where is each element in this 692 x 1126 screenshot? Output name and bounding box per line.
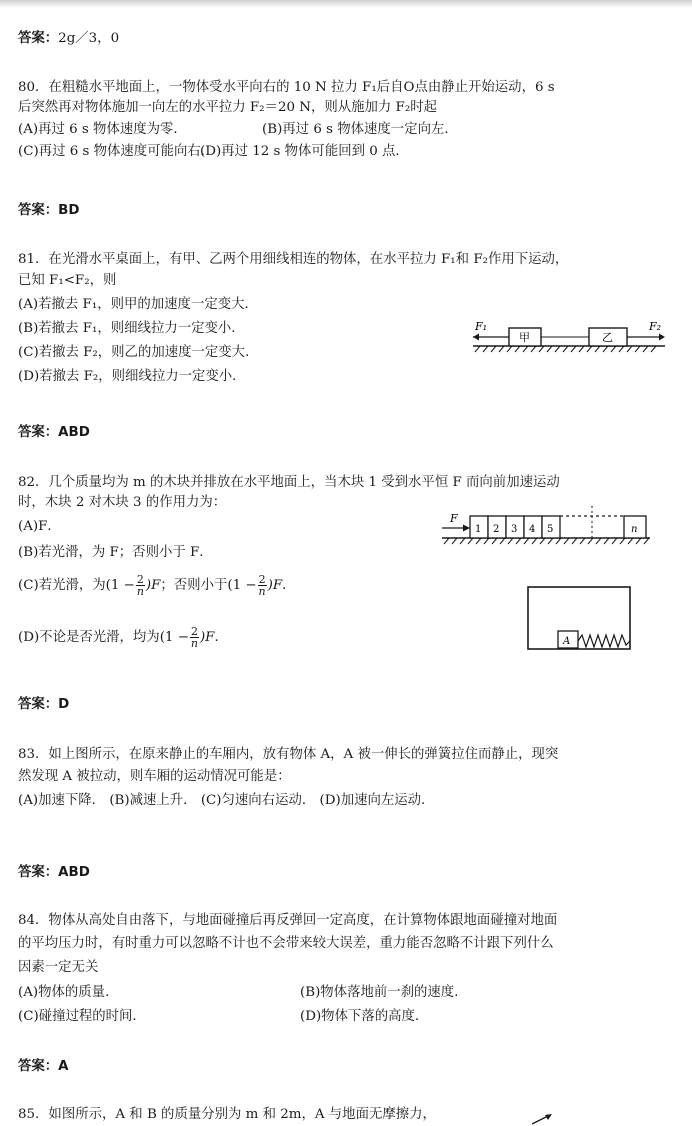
- q82-option-b: (B)若光滑，为 F；否则小于 F．: [18, 545, 213, 560]
- q80-answer-line: [18, 202, 80, 220]
- q82-fig-block-3-label: 3: [511, 524, 518, 535]
- q82-d-end: ．: [214, 630, 228, 645]
- q82-option-d: [18, 626, 228, 649]
- q81-answer-line: [18, 424, 90, 442]
- q84-stem-line1: 84．物体从高处自由落下，与地面碰撞后再反弹回一定高度，在计算物体跟地面碰撞对地面: [18, 913, 558, 928]
- q82-option-d-prefix: (D)不论是否光滑，均为: [18, 630, 160, 645]
- q83-stem-line2: 然发现 A 被拉动，则车厢的运动情况可能是：: [18, 769, 291, 784]
- q82-d-close: )F: [199, 630, 215, 645]
- top-edge-shadow: [0, 0, 692, 8]
- ground-hatch: [444, 538, 649, 544]
- q84-stem-line3: 因素一定无关: [18, 960, 99, 975]
- q84-option-d: (D)物体下落的高度．: [300, 1009, 429, 1024]
- q83-carriage-figure: [526, 585, 634, 653]
- fraction: [258, 574, 267, 597]
- q82-option-a: (A)F．: [18, 519, 61, 534]
- q82-fig-block-5-label: 5: [547, 524, 554, 535]
- q82-answer-line: [18, 696, 69, 714]
- q82-fig-force: F: [450, 512, 458, 525]
- q82-stem-line2: 时，木块 2 对木块 3 的作用力为：: [18, 495, 227, 510]
- q84-stem-line2: 的平均压力时，有时重力可以忽略不计也不会带来较大误差，重力能否忽略不计跟下列什么: [18, 936, 554, 951]
- q82-option-c-middle: ；否则小于: [160, 578, 228, 593]
- q80-option-b: (B)再过 6 s 物体速度一定向左．: [262, 122, 458, 137]
- fraction-numerator: 2: [190, 625, 198, 638]
- fraction-denominator: n: [190, 637, 198, 650]
- answer-label: 答案：: [18, 697, 59, 712]
- q80-option-c: (C)再过 6 s 物体速度可能向右．: [18, 144, 215, 159]
- q81-stem-line2: 已知 F₁<F₂，则: [18, 273, 117, 288]
- q82-option-c-prefix: (C)若光滑，为: [18, 578, 106, 593]
- fraction-numerator: 2: [258, 573, 266, 586]
- q81-answer: ABD: [58, 425, 90, 440]
- q82-option-c: [18, 574, 296, 597]
- q82-answer: D: [58, 697, 70, 712]
- q85-stem-line1: 85．如图所示，A 和 B 的质量分别为 m 和 2m，A 与地面无摩擦力，: [18, 1107, 436, 1122]
- fraction-denominator: n: [258, 585, 266, 598]
- q82-c-close-2: )F: [267, 578, 283, 593]
- answer-label: 答案：: [18, 31, 59, 46]
- q81-option-b: (B)若撤去 F₁，则细线拉力一定变小．: [18, 321, 245, 336]
- fraction-numerator: 2: [136, 573, 144, 586]
- q79-answer-line: [18, 30, 119, 48]
- q82-fig-box-label: A: [563, 636, 571, 647]
- fraction: [190, 626, 199, 649]
- q81-option-d: (D)若撤去 F₂，则细线拉力一定变小．: [18, 369, 246, 384]
- q82-c-open: (1 −: [105, 578, 135, 593]
- q81-fig-block-yi: 乙: [602, 331, 613, 344]
- q82-c-close: )F: [145, 578, 161, 593]
- q83-answer-line: [18, 864, 90, 882]
- right-arrow-icon: [659, 334, 665, 341]
- q82-fig-block-2-label: 2: [493, 524, 500, 535]
- answer-label: 答案：: [18, 865, 59, 880]
- q84-option-c: (C)碰撞过程的时间．: [18, 1009, 146, 1024]
- left-arrow-icon: [473, 334, 479, 341]
- q80-answer: BD: [58, 203, 80, 218]
- q81-option-a: (A)若撤去 F₁，则甲的加速度一定变大．: [18, 297, 258, 312]
- q82-fig-block-4-label: 4: [529, 524, 536, 535]
- q83-stem-line1: 83．如上图所示，在原来静止的车厢内，放有物体 A，A 被一伸长的弹簧拉住而静止，现突: [18, 747, 559, 762]
- q81-option-c: (C)若撤去 F₂，则乙的加速度一定变大．: [18, 345, 259, 360]
- ground-hatch: [475, 346, 656, 352]
- q83-answer: ABD: [58, 865, 90, 880]
- fraction: [136, 574, 145, 597]
- q82-d-open: (1 −: [159, 630, 189, 645]
- q82-c-end: ．: [282, 578, 296, 593]
- q82-blocks-row-figure: [436, 502, 656, 548]
- answer-label: 答案：: [18, 203, 59, 218]
- q84-answer-line: [18, 1058, 69, 1076]
- q80-stem-line1: 80．在粗糙水平地面上，一物体受水平向右的 10 N 拉力 F₁后自O点由静止开始运动，6 s: [18, 80, 555, 95]
- q80-stem-line2: 后突然再对物体施加一向左的水平拉力 F₂＝20 N，则从施加力 F₂时起: [18, 100, 437, 115]
- q81-fig-left-force: F₁: [475, 320, 488, 333]
- q84-option-b: (B)物体落地前一刹的速度．: [300, 985, 468, 1000]
- q82-fig-block-1-label: 1: [475, 524, 482, 535]
- q85-figure-fragment: [528, 1112, 558, 1126]
- fraction-denominator: n: [136, 585, 144, 598]
- q82-stem-line1: 82．几个质量均为 m 的木块并排放在水平地面上，当木块 1 受到水平恒 F 而向前加速运动: [18, 475, 560, 490]
- fragment-line: [532, 1116, 548, 1124]
- q81-fig-right-force: F₂: [649, 320, 662, 333]
- q79-answer: 2g／3，0: [58, 31, 120, 46]
- force-arrow-icon: [463, 525, 470, 532]
- q84-answer: A: [58, 1059, 69, 1074]
- answer-label: 答案：: [18, 1059, 59, 1074]
- q82-c-open-2: (1 −: [227, 578, 257, 593]
- q83-options: (A)加速下降． (B)减速上升． (C)匀速向右运动． (D)加速向左运动．: [18, 793, 435, 808]
- q82-fig-block-n-label: n: [631, 524, 638, 535]
- q81-two-blocks-figure: [465, 318, 671, 358]
- q81-stem-line1: 81．在光滑水平桌面上，有甲、乙两个用细线相连的物体，在水平拉力 F₁和 F₂作用下运动，: [18, 252, 569, 267]
- q81-fig-block-jia: 甲: [519, 331, 530, 344]
- q80-option-a: (A)再过 6 s 物体速度为零．: [18, 122, 187, 137]
- answer-label: 答案：: [18, 425, 59, 440]
- q80-option-d: (D)再过 12 s 物体可能回到 0 点．: [200, 144, 409, 159]
- q84-option-a: (A)物体的质量．: [18, 985, 119, 1000]
